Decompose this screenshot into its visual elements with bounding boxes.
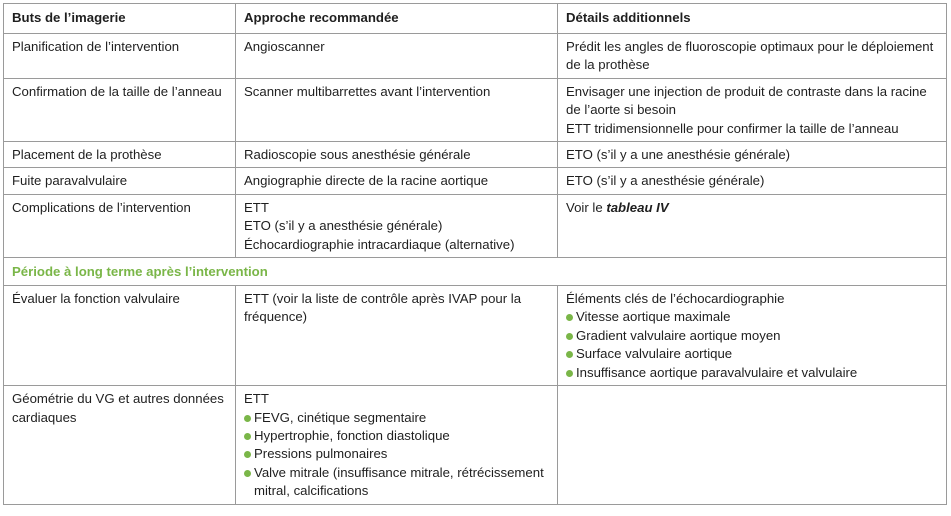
list-item [566, 364, 938, 382]
approach-line: ETT [244, 199, 269, 215]
list-item-text: Vitesse aortique maximale [576, 309, 731, 325]
approach-cell [236, 194, 558, 257]
list-item [244, 409, 549, 427]
list-item [566, 327, 938, 345]
bullet-dot-icon [244, 470, 251, 477]
column-header-details: Détails additionnels [558, 4, 947, 34]
approach-line: Échocardiographie intracardiaque (alternative) [244, 236, 515, 252]
details-line: ETT tridimensionnelle pour confirmer la taille de l’anneau [566, 120, 899, 136]
bullet-dot-icon [244, 415, 251, 422]
list-item-text: Gradient valvulaire aortique moyen [576, 327, 781, 343]
approach-cell [236, 78, 558, 141]
list-item [566, 308, 938, 326]
details-cell [558, 168, 947, 194]
section-header-row [4, 258, 947, 286]
details-line: ETO (s’il y a une anesthésie générale) [566, 147, 791, 163]
details-line: ETO (s’il y a anesthésie générale) [566, 173, 765, 189]
section-title: Période à long terme après l’intervention [4, 258, 947, 286]
column-header-goals: Buts de l’imagerie [4, 4, 236, 34]
table-row [4, 194, 947, 257]
table-reference: tableau IV [606, 199, 669, 215]
table-row [4, 286, 947, 386]
goal-cell: Planification de l’intervention [4, 34, 236, 79]
approach-line: Angioscanner [244, 39, 325, 54]
list-item-text: Hypertrophie, fonction diastolique [254, 427, 450, 443]
table-row [4, 386, 947, 504]
column-header-approach: Approche recommandée [236, 4, 558, 34]
table-row [4, 142, 947, 168]
details-cell [558, 34, 947, 79]
approach-line: Scanner multibarrettes avant l’intervention [244, 83, 491, 99]
approach-cell [236, 168, 558, 194]
bullet-dot-icon [566, 370, 573, 377]
details-cell [558, 194, 947, 257]
list-item-text: Insuffisance aortique paravalvulaire et valvulaire [576, 364, 858, 380]
imaging-table [3, 3, 947, 505]
goal-cell: Évaluer la fonction valvulaire [4, 286, 236, 386]
details-cell [558, 142, 947, 168]
approach-cell: ETT (voir la liste de contrôle après IVAP pour la fréquence) [236, 286, 558, 386]
details-prefix: Voir le [566, 199, 607, 215]
list-item-text: Pressions pulmonaires [254, 446, 388, 462]
list-item [244, 427, 549, 445]
bullet-dot-icon [566, 314, 573, 321]
bullet-dot-icon [566, 333, 573, 340]
details-cell [558, 286, 947, 386]
approach-cell [236, 142, 558, 168]
table-row [4, 168, 947, 194]
details-cell [558, 386, 947, 504]
bullet-dot-icon [244, 451, 251, 458]
list-item-text: FEVG, cinétique segmentaire [254, 409, 427, 425]
approach-line: Angiographie directe de la racine aortique [244, 173, 489, 189]
approach-cell [236, 34, 558, 79]
list-item [566, 345, 938, 363]
goal-cell: Complications de l’intervention [4, 194, 236, 257]
bullet-dot-icon [566, 351, 573, 358]
goal-cell: Placement de la prothèse [4, 142, 236, 168]
details-title: Éléments clés de l’échocardiographie [566, 291, 785, 307]
details-cell [558, 78, 947, 141]
bullet-dot-icon [244, 433, 251, 440]
details-line: Envisager une injection de produit de contraste dans la racine de l’aorte si besoin [566, 83, 927, 118]
goal-cell: Confirmation de la taille de l’anneau [4, 78, 236, 141]
approach-title: ETT [244, 391, 269, 407]
list-item [244, 464, 549, 501]
details-line: Prédit les angles de fluoroscopie optimaux pour le déploiement de la prothèse [566, 39, 934, 73]
table-row [4, 34, 947, 79]
list-item-text: Surface valvulaire aortique [576, 346, 733, 362]
list-item-text: Valve mitrale (insuffisance mitrale, rétrécissement mitral, calcifications [254, 464, 544, 499]
list-item [244, 445, 549, 463]
goal-cell: Fuite paravalvulaire [4, 168, 236, 194]
approach-line: Radioscopie sous anesthésie générale [244, 147, 471, 163]
table-header-row [4, 4, 947, 34]
approach-cell [236, 386, 558, 504]
table-row [4, 78, 947, 141]
approach-line: ETO (s’il y a anesthésie générale) [244, 218, 443, 234]
goal-cell: Géométrie du VG et autres données cardiaques [4, 386, 236, 504]
